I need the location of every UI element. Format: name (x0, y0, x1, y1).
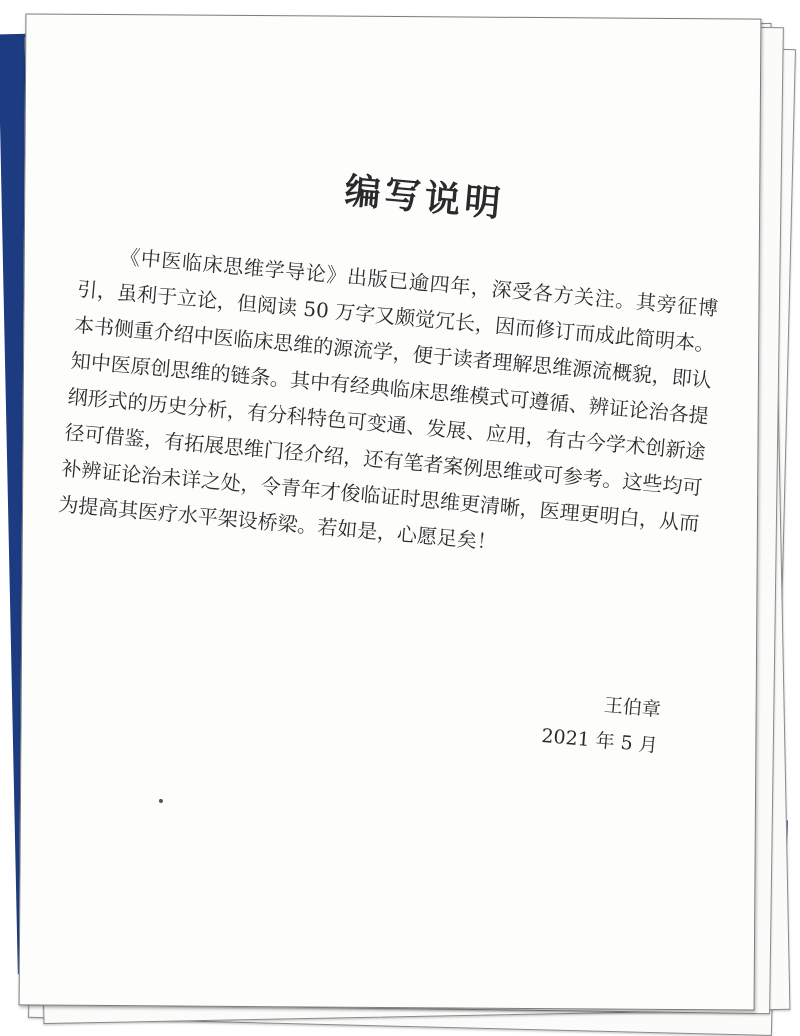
date: 2021 年 5 月 (540, 724, 659, 757)
print-mark (159, 799, 163, 803)
body-text (57, 235, 720, 578)
page-content (19, 13, 762, 1010)
body-paragraph: 《中医临床思维学导论》出版已逾四年，深受各方关注。其旁征博引，虽利于立论，但阅读 50 万字又颇觉冗长，因而修订而成此简明本。本书侧重介绍中医临床思维的源流学，便于读者理解思维源流概貌，即认知中医原创思维的链条。其中有经典临床思维模式可遵循、辨证论治各提纲形式的历史分析，有分科特色可变通、发展、应用，有古今学术创新途径可借鉴，有拓展思维门径介绍，还有笔者案例思维或可参考。这些均可补辨证论治未详之处，令青年才俊临证时思维更清晰，医理更明白，从而为提高其医疗水平架设桥梁。若如是，心愿足矣！ (57, 244, 720, 555)
document-page (19, 13, 762, 1010)
author-name: 王伯章 (603, 694, 662, 722)
signature-block (497, 678, 663, 764)
page-title: 编写说明 (342, 170, 506, 226)
